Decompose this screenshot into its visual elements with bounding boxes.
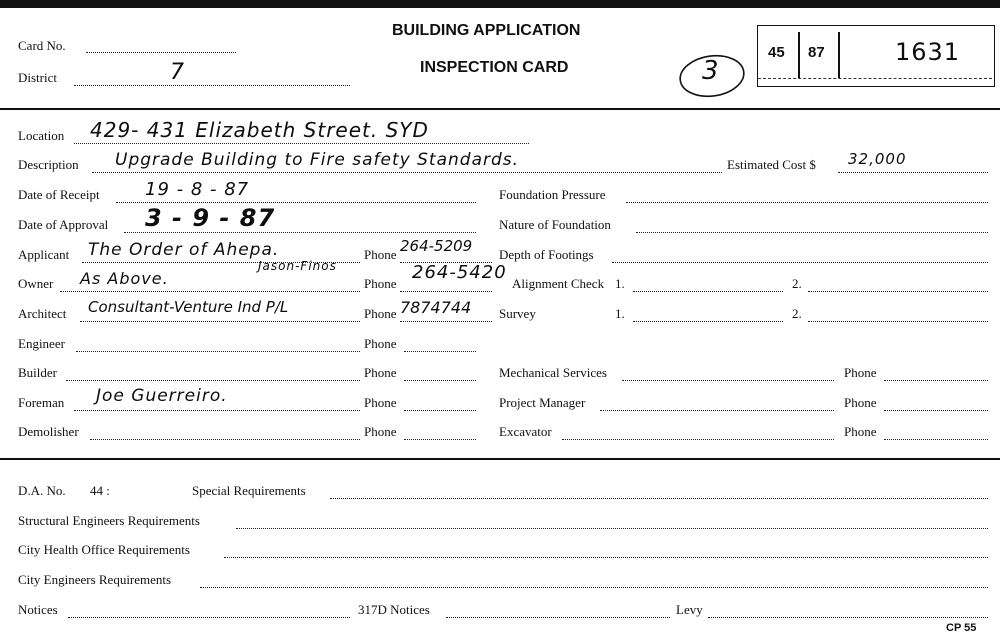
builder-phone-label: Phone [364,365,397,380]
architect-line [80,321,360,322]
structural-req-label: Structural Engineers Requirements [18,513,200,528]
date-approval-line [124,232,476,233]
demolisher-label: Demolisher [18,424,79,439]
excavator-phone-line [884,439,988,440]
district-label: District [18,70,57,85]
survey-line-1 [633,321,783,322]
notices-317d-label: 317D Notices [358,602,430,617]
applicant-phone-value: 264-5209 [400,237,473,255]
survey-line-2 [808,321,988,322]
engineer-line [76,351,360,352]
description-label: Description [18,157,79,172]
mechanical-phone-line [884,380,988,381]
date-receipt-label: Date of Receipt [18,187,100,202]
alignment-check-label: Alignment Check [512,276,605,291]
owner-phone-label: Phone [364,276,397,291]
health-req-line [224,557,988,558]
description-line [92,172,722,173]
district-value: 7 [170,60,185,85]
notices-label: Notices [18,602,58,617]
structural-req-line [236,528,988,529]
engineer-phone-label: Phone [364,336,397,351]
special-req-label: Special Requirements [192,483,306,498]
owner-note: Jason-Finos [258,259,337,273]
foundation-pressure-line [626,202,988,203]
survey-n2: 2. [792,306,802,321]
alignment-line-2 [808,291,988,292]
levy-label: Levy [676,602,703,617]
builder-phone-line [404,380,476,381]
alignment-n1: 1. [615,276,625,291]
architect-label: Architect [18,306,67,321]
owner-label: Owner [18,276,54,291]
survey-n1: 1. [615,306,625,321]
box-num-1: 45 [768,44,785,61]
depth-footings-label: Depth of Footings [499,247,594,262]
architect-value: Consultant-Venture Ind P/L [88,298,289,316]
da-no-label: D.A. No. [18,483,66,498]
project-manager-phone-line [884,410,988,411]
location-line [74,143,529,144]
demolisher-phone-line [404,439,476,440]
project-manager-label: Project Manager [499,395,586,410]
excavator-label: Excavator [499,424,552,439]
demolisher-phone-label: Phone [364,424,397,439]
mechanical-label: Mechanical Services [499,365,607,380]
nature-foundation-line [636,232,988,233]
card-no-line [86,52,236,53]
owner-phone-value: 264-5420 [412,262,507,283]
excavator-phone-label: Phone [844,424,877,439]
description-value: Upgrade Building to Fire safety Standards. [115,150,520,170]
box-num-2: 87 [808,44,825,61]
builder-label: Builder [18,365,57,380]
foundation-pressure-label: Foundation Pressure [499,187,606,202]
owner-line [60,291,360,292]
date-receipt-value: 19 - 8 - 87 [145,179,250,200]
survey-label: Survey [499,306,536,321]
depth-footings-line [612,262,988,263]
engineer-phone-line [404,351,476,352]
city-eng-req-line [200,587,988,588]
circled-number: 3 [702,56,720,86]
location-value: 429- 431 Elizabeth Street. SYD [90,118,429,142]
project-manager-line [600,410,834,411]
section-rule [0,458,1000,460]
mechanical-phone-label: Phone [844,365,877,380]
top-border [0,0,1000,8]
notices-317d-line [446,617,670,618]
architect-phone-line [400,321,492,322]
foreman-line [74,410,360,411]
architect-phone-label: Phone [364,306,397,321]
applicant-value: The Order of Ahepa. [88,240,280,260]
nature-foundation-label: Nature of Foundation [499,217,611,232]
alignment-line-1 [633,291,783,292]
da-no-value: 44 : [90,483,110,498]
health-req-label: City Health Office Requirements [18,542,190,557]
date-approval-label: Date of Approval [18,217,109,232]
city-eng-req-label: City Engineers Requirements [18,572,172,587]
foreman-label: Foreman [18,395,65,410]
foreman-value: Joe Guerreiro. [96,386,228,406]
location-label: Location [18,128,65,143]
special-req-line [330,498,988,499]
alignment-n2: 2. [792,276,802,291]
owner-value: As Above. [80,269,169,288]
architect-phone-value: 7874744 [400,298,472,317]
engineer-label: Engineer [18,336,65,351]
foreman-phone-line [404,410,476,411]
header-rule [0,108,1000,110]
demolisher-line [90,439,360,440]
levy-line [708,617,988,618]
mechanical-line [622,380,834,381]
title-line2: INSPECTION CARD [420,59,569,76]
district-line [74,85,350,86]
applicant-label: Applicant [18,247,70,262]
estimated-cost-value: 32,000 [848,150,907,168]
estimated-cost-line [838,172,988,173]
date-receipt-line [116,202,476,203]
box-num-3: 1631 [895,38,961,66]
notices-line [68,617,350,618]
card-no-label: Card No. [18,38,66,53]
excavator-line [562,439,834,440]
form-code: CP 55 [946,622,977,634]
title-line1: BUILDING APPLICATION [392,22,581,39]
builder-line [66,380,360,381]
project-manager-phone-label: Phone [844,395,877,410]
estimated-cost-label: Estimated Cost $ [727,157,816,172]
date-approval-value: 3 - 9 - 87 [145,204,276,232]
applicant-phone-label: Phone [364,247,397,262]
owner-phone-line [400,291,492,292]
foreman-phone-label: Phone [364,395,397,410]
